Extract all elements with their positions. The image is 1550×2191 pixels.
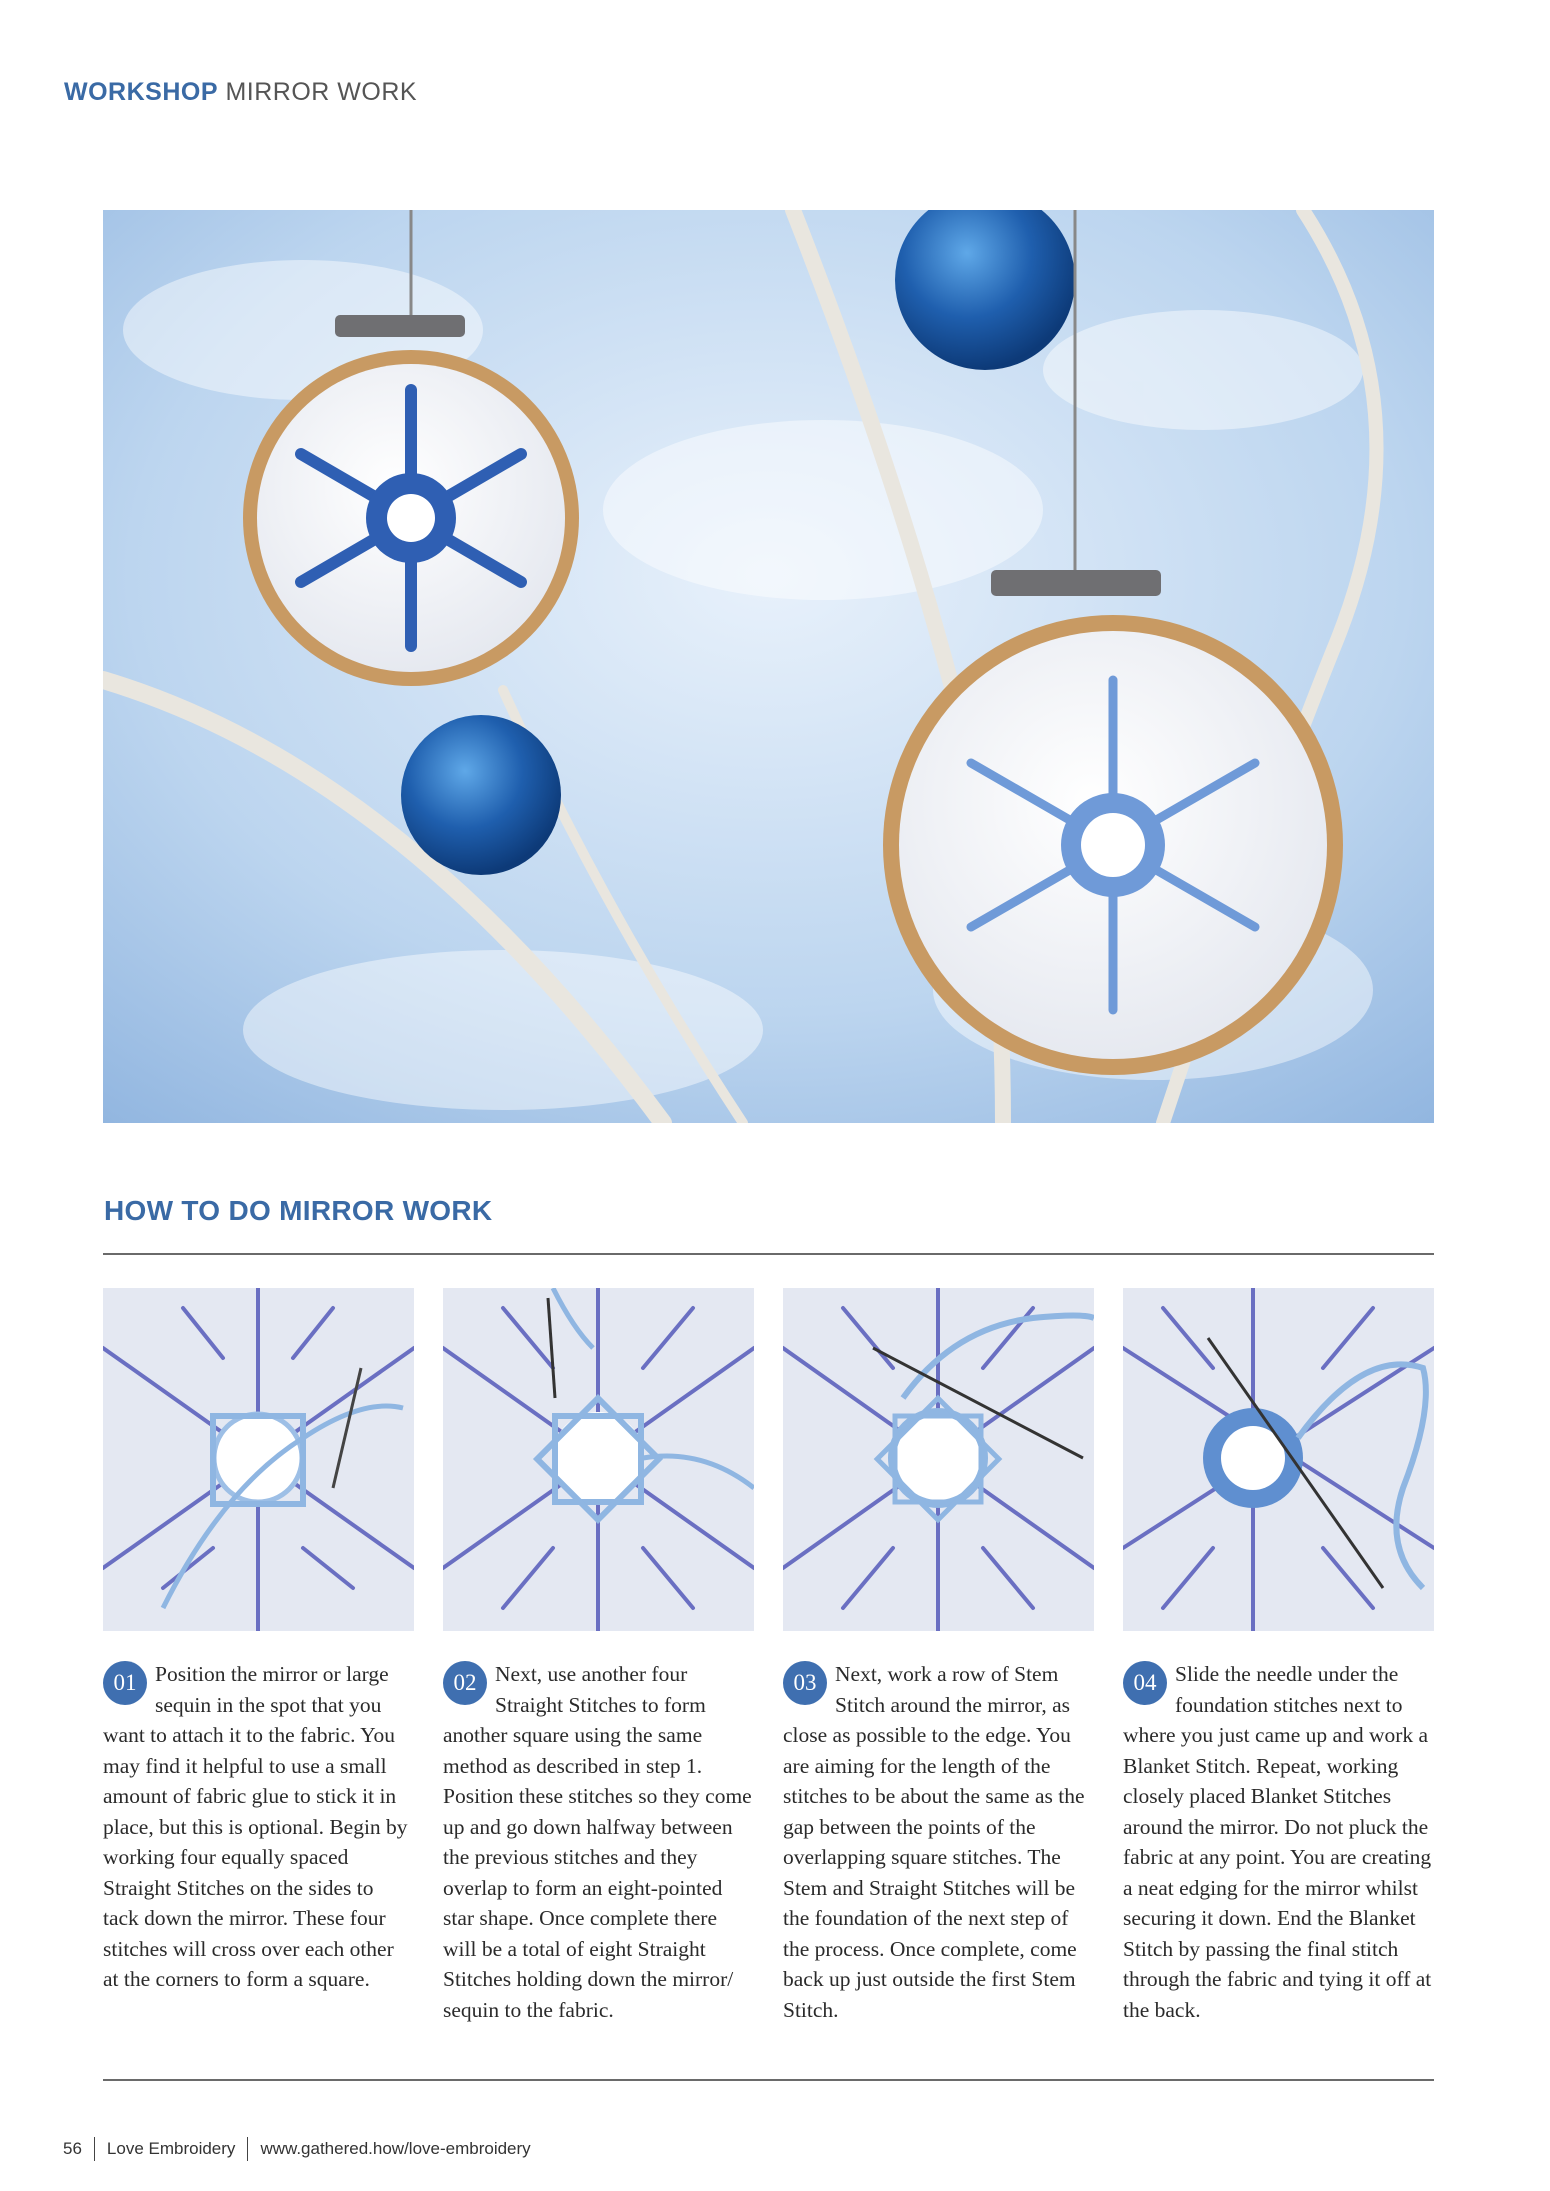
step-3-text bbox=[783, 1659, 1094, 2025]
footer-separator bbox=[247, 2137, 248, 2161]
section-title: HOW TO DO MIRROR WORK bbox=[104, 1195, 493, 1226]
step-2-text bbox=[443, 1659, 754, 2025]
step-4-text bbox=[1123, 1659, 1434, 2025]
step-2-badge: 02 bbox=[443, 1661, 487, 1705]
step-4 bbox=[1123, 1288, 1434, 2025]
steps-grid bbox=[103, 1288, 1434, 2048]
step-3-badge: 03 bbox=[783, 1661, 827, 1705]
step-1-badge: 01 bbox=[103, 1661, 147, 1705]
step-3-photo bbox=[783, 1288, 1094, 1631]
step-2-body: Next, use another four Straight Stitches to form another square using the same method as described in step 1. Position these stitches so they come up and go down halfway between the previous stitches and they overlap to form an eight-pointed star shape. Once complete there will be a total of eight Straight Stitches holding down the mirror/ sequin to the fabric. bbox=[443, 1662, 752, 2022]
step-1-text bbox=[103, 1659, 414, 1995]
step-1-body: Position the mirror or large sequin in the spot that you want to attach it to the fabric. You may find it helpful to use a small amount of fabric glue to stick it in place, but this is optional. Begin by working four equally spaced Straight Stitches on the sides to tack down the mirror. These four stitches will cross over each other at the corners to form a square. bbox=[103, 1662, 408, 1991]
step-3-body: Next, work a row of Stem Stitch around the mirror, as close as possible to the edge. You are aiming for the length of the stitches to be about the same as the gap between the points of the overlapping square stitches. The Stem and Straight Stitches will be the foundation of the next step of the process. Once complete, come back up just outside the first Stem Stitch. bbox=[783, 1662, 1085, 2022]
step-4-photo bbox=[1123, 1288, 1434, 1631]
hero-photo bbox=[103, 210, 1434, 1123]
header-section: WORKSHOP bbox=[64, 78, 218, 106]
step-2 bbox=[443, 1288, 754, 2025]
step-4-badge: 04 bbox=[1123, 1661, 1167, 1705]
page-header bbox=[64, 78, 417, 107]
website-link[interactable]: www.gathered.how/love-embroidery bbox=[260, 2139, 531, 2158]
step-1-photo bbox=[103, 1288, 414, 1631]
divider-top bbox=[103, 1253, 1434, 1255]
divider-bottom bbox=[103, 2079, 1434, 2081]
step-2-photo bbox=[443, 1288, 754, 1631]
header-topic: MIRROR WORK bbox=[225, 78, 418, 106]
footer-separator bbox=[94, 2137, 95, 2161]
page-number: 56 bbox=[63, 2139, 82, 2158]
page-footer bbox=[63, 2137, 531, 2161]
step-1 bbox=[103, 1288, 414, 1995]
step-3 bbox=[783, 1288, 1094, 2025]
step-4-body: Slide the needle under the foundation stitches next to where you just came up and work a Blanket Stitch. Repeat, working closely placed Blanket Stitches around the mirror. Do not pluck the fabric at any point. You are creating a neat edging for the mirror whilst securing it down. End the Blanket Stitch by passing the final stitch through the fabric and tying it off at the back. bbox=[1123, 1662, 1432, 2022]
magazine-name: Love Embroidery bbox=[106, 2139, 236, 2158]
